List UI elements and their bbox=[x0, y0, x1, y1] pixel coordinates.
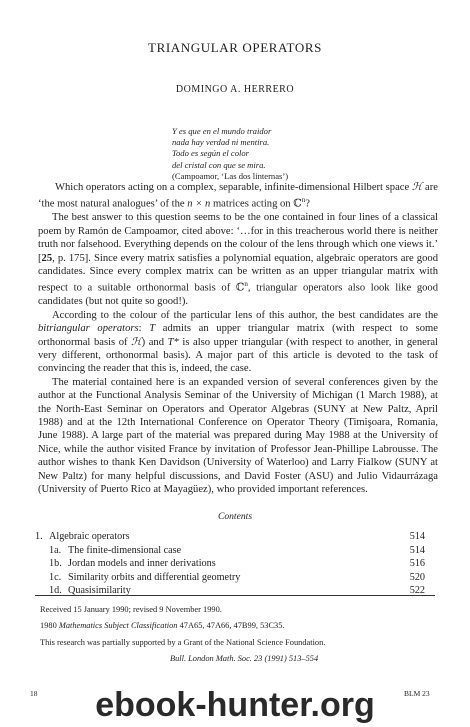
journal-mark: BLM 23 bbox=[404, 689, 430, 698]
epigraph-line: Y es que en el mundo traidor bbox=[172, 126, 272, 136]
epigraph-line: del cristal con que se mira. bbox=[172, 159, 266, 170]
paragraph-bitriangular: According to the colour of the particular lens of this author, the best candidates are the bitriangular operators: T admits an upper triangular matrix (with respect to some orthonormal basis of ℋ) and T* is also upper triangular (with respect to another, in general very different, orthonormal basis). A major part of this article is devoted to the task of convincing the reader that this is, indeed, the case. bbox=[38, 309, 439, 375]
grant-note: This research was partially supported by a Grant of the National Science Foundation. bbox=[40, 637, 326, 647]
paragraph-acknowledgements: The material contained here is an expanded version of several conferences given by the author at the Functional Analysis Seminar of the University of Michigan (1 March 1988), at the North-East Seminar on Operators and Operator Algebras (SUNY at New Paltz, April 1988) and at the 12th International Conference on Operator Theory (Timişoara, Romania, June 1988). A large part of the material was prepared during May 1988 at the University of Nice, while the author visited France by invitation of Professor Jean-Phillipe Labrousse. The author wishes to thank Ken Davidson (University of Waterloo) and Larry Fialkow (SUNY at New Paltz) for many helpful discussions, and David Foster (ASU) and Julio Vidaurrázaga (University of Puerto Rico at Mayagüez), who provided important references. bbox=[38, 376, 438, 495]
journal-citation: Bull. London Math. Soc. 23 (1991) 513–554 bbox=[170, 654, 319, 664]
paper-title: TRIANGULAR OPERATORS bbox=[148, 40, 322, 55]
epigraph-line: Todo es según el color bbox=[172, 148, 250, 159]
epigraph-attribution: (Campoamor, ‘Las dos linternas’) bbox=[172, 170, 289, 181]
body-text bbox=[38, 181, 438, 496]
footnote-divider bbox=[35, 595, 435, 596]
epigraph-line: nada hay verdad ni mentira. bbox=[172, 137, 270, 148]
contents-heading: Contents bbox=[217, 511, 253, 522]
toc-entry: 1c. Similarity orbits and differential geometry 520 bbox=[49, 571, 425, 583]
toc-entry: 1d. Quasisimilarity 522 bbox=[49, 585, 425, 597]
toc-entry: 1a. The finite-dimensional case 514 bbox=[49, 544, 425, 556]
watermark: ebook-hunter.org bbox=[95, 686, 375, 724]
toc-entry: 1b. Jordan models and inner derivations 516 bbox=[49, 558, 425, 570]
paragraph-intro: Which operators acting on a complex, separable, infinite-dimensional Hilbert space ℋ are ‘the most natural analogues’ of the n × n matrices acting on ℂ$^n$? bbox=[38, 182, 438, 210]
epigraph bbox=[172, 126, 392, 182]
received-date: Received 15 January 1990; revised 9 November 1990. bbox=[40, 605, 222, 614]
paragraph-best-answer: The best answer to this question seems to be the one contained in four lines of a classical poem by Ramón de Campoamor, cited above: ‘…for in this treacherous world there is neither truth nor falsehood. Everything depends on the colour of the lens through which one views it.’ [25, p. 175]. Since every matrix satisfies a polynomial equation, algebraic operators are good candidates. Since every complex matrix can be written as an upper triangular matrix with respect to a suitable orthonormal basis of ℂ$^n$, triangular operators also look like good candidates (but not quite so good!). bbox=[38, 212, 439, 308]
signature-mark: 18 bbox=[30, 689, 38, 698]
footnotes bbox=[40, 602, 440, 668]
table-of-contents bbox=[35, 530, 425, 598]
subject-classification: 1980 Mathematics Subject Classification 47A65, 47A66, 47B99, 53C35. bbox=[40, 621, 285, 631]
toc-entry: 1. Algebraic operators 514 bbox=[35, 531, 425, 542]
author-name: DOMINGO A. HERRERO bbox=[175, 84, 295, 95]
